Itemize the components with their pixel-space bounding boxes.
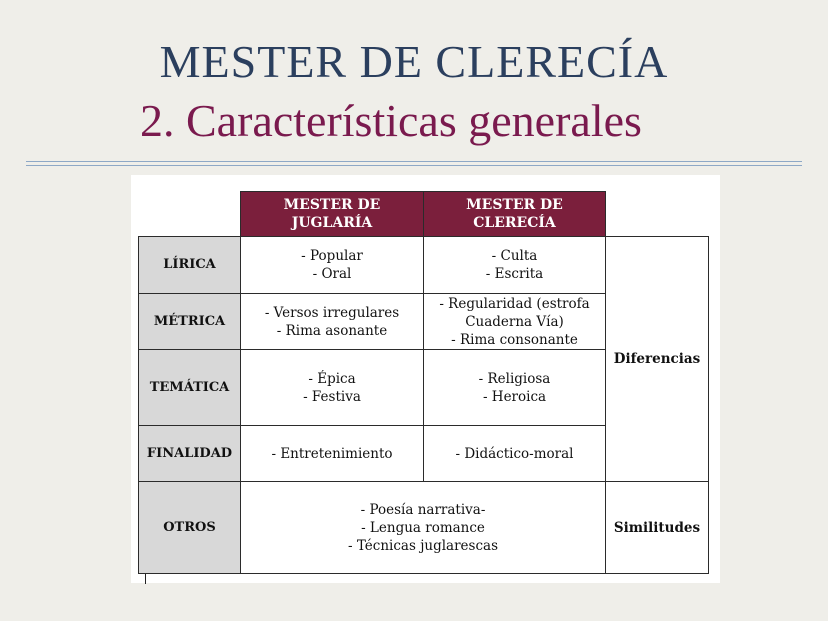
cell-line: - Regularidad (estrofa — [439, 295, 590, 312]
similitudes-cell — [606, 482, 709, 574]
cell-line: - Entretenimiento — [271, 445, 393, 462]
cell-line: - Heroica — [482, 388, 547, 405]
cell-lirica-clerecia — [424, 237, 606, 294]
slide-subtitle: 2. Características generales — [140, 95, 642, 146]
header-empty-cell — [606, 192, 709, 237]
table-row-lirica — [139, 237, 709, 294]
header-clerecia-line-1: MESTER DE — [466, 197, 563, 213]
header-row — [139, 192, 709, 237]
cell-otros-shared — [241, 482, 606, 574]
cell-line: - Rima asonante — [276, 322, 388, 339]
cell-line: - Rima consonante — [451, 331, 578, 348]
text-cursor-mark — [145, 574, 146, 584]
row-label-metrica: MÉTRICA — [139, 294, 241, 350]
cell-line: - Religiosa — [478, 370, 551, 387]
cell-line: - Popular — [301, 248, 363, 264]
cell-line: - Poesía narrativa- — [360, 501, 486, 518]
title-divider-bottom — [26, 165, 802, 166]
header-juglaria — [241, 192, 424, 237]
cell-finalidad-clerecia — [424, 426, 606, 482]
row-label-tematica: TEMÁTICA — [139, 350, 241, 426]
cell-line: - Didáctico-moral — [455, 445, 574, 462]
cell-line: - Lengua romance — [361, 519, 485, 536]
slide-title: MESTER DE CLERECÍA — [159, 36, 669, 87]
cell-line: - Culta — [491, 248, 538, 264]
similitudes-label: Similitudes — [613, 519, 701, 536]
cell-line: - Festiva — [303, 388, 361, 405]
header-juglaria-line-1: MESTER DE — [283, 197, 381, 213]
header-juglaria-line-2: JUGLARÍA — [291, 215, 373, 231]
table-row-otros — [139, 482, 709, 574]
cell-line: - Técnicas juglarescas — [348, 537, 498, 554]
row-label-finalidad: FINALIDAD — [139, 426, 241, 482]
cell-lirica-juglaria — [241, 237, 424, 294]
cell-metrica-clerecia — [424, 294, 606, 350]
cell-finalidad-juglaria — [241, 426, 424, 482]
cell-line: - Épica — [308, 370, 356, 387]
cell-tematica-clerecia — [424, 350, 606, 426]
cell-line: - Escrita — [485, 266, 544, 282]
corner-empty-cell — [139, 192, 241, 237]
row-label-otros: OTROS — [139, 482, 241, 574]
cell-line: Cuaderna Vía) — [465, 313, 564, 330]
cell-line: - Oral — [312, 266, 352, 282]
title-divider-top — [26, 161, 802, 162]
diferencias-label: Diferencias — [613, 351, 701, 367]
comparison-table — [138, 191, 709, 574]
diferencias-cell — [606, 237, 709, 482]
cell-tematica-juglaria — [241, 350, 424, 426]
header-clerecia — [424, 192, 606, 237]
header-clerecia-line-2: CLERECÍA — [473, 215, 556, 231]
cell-line: - Versos irregulares — [264, 304, 400, 321]
row-label-lirica: LÍRICA — [139, 237, 241, 294]
cell-metrica-juglaria — [241, 294, 424, 350]
